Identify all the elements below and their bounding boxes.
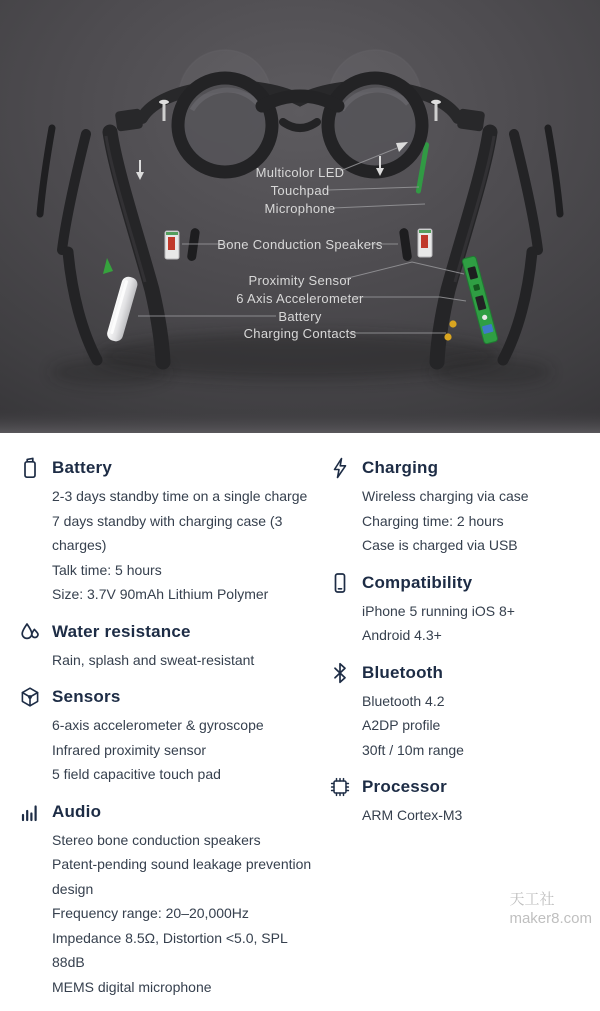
spec-section-bluetooth	[328, 660, 594, 763]
spec-title: Battery	[52, 458, 112, 477]
spec-section-audio	[18, 799, 320, 1000]
floor-edge-highlight	[0, 408, 600, 433]
spec-title: Charging	[362, 458, 439, 477]
shadow	[432, 358, 552, 386]
spec-section-compatibility	[328, 570, 594, 648]
charging-contact-dot	[444, 333, 451, 340]
lightning-bolt-icon	[328, 456, 362, 480]
spec-column-right	[328, 455, 594, 840]
left-hinge-block	[115, 108, 144, 131]
left-speaker-module	[165, 231, 179, 259]
spec-line: Wireless charging via case	[362, 488, 529, 504]
spec-line: ARM Cortex-M3	[362, 807, 463, 823]
spec-line: Rain, splash and sweat-resistant	[52, 651, 255, 668]
bluetooth-icon	[328, 661, 362, 685]
gyroscope-icon	[18, 685, 52, 709]
watermark-brand: 天工社	[509, 891, 555, 908]
spec-section-water-resistance	[18, 619, 320, 673]
callout-6-axis-accelerometer: 6 Axis Accelerometer	[236, 291, 364, 306]
spec-line: 5 field capacitive touch pad	[52, 766, 221, 782]
spec-line: Frequency range: 20–20,000Hz	[52, 905, 249, 921]
spec-line: Case is charged via USB	[362, 537, 518, 553]
audio-bars-icon	[18, 800, 52, 824]
right-hinge-block	[457, 108, 486, 131]
spec-line: Impedance 8.5Ω, Distortion <5.0, SPL 88dB	[52, 929, 288, 970]
callout-battery: Battery	[278, 309, 322, 324]
spec-section-processor	[328, 774, 594, 828]
watermark	[509, 890, 592, 928]
right-speaker-module	[418, 229, 432, 257]
spec-section-charging	[328, 455, 594, 558]
spec-title: Compatibility	[362, 572, 473, 592]
spec-title: Bluetooth	[362, 662, 444, 682]
spec-line: Infrared proximity sensor	[52, 741, 207, 758]
callout-proximity-sensor: Proximity Sensor	[248, 273, 352, 288]
spec-line: 30ft / 10m range	[362, 741, 464, 758]
callout-charging-contacts: Charging Contacts	[243, 326, 357, 341]
exploded-glasses-illustration	[0, 0, 600, 433]
spec-line: Android 4.3+	[362, 627, 442, 643]
spec-section-battery	[18, 455, 320, 607]
spec-line: MEMS digital microphone	[52, 978, 212, 995]
callout-multicolor-led: Multicolor LED	[255, 165, 345, 180]
spec-line: Patent-pending sound leakage prevention design	[52, 856, 312, 897]
processor-chip-icon	[328, 775, 362, 799]
water-drops-icon	[18, 620, 52, 644]
spec-section-sensors	[18, 684, 320, 787]
spec-column-left	[18, 455, 320, 1011]
spec-line: Stereo bone conduction speakers	[52, 831, 261, 848]
spec-line: 6-axis accelerometer & gyroscope	[52, 717, 264, 733]
callout-microphone: Microphone	[264, 201, 336, 216]
spec-title: Water resistance	[52, 621, 191, 641]
spec-line: 7 days standby with charging case (3 charges)	[52, 512, 283, 553]
spec-line: A2DP profile	[362, 717, 441, 733]
smartphone-icon	[328, 571, 362, 595]
spec-line: Size: 3.7V 90mAh Lithium Polymer	[52, 586, 269, 602]
spec-title: Processor	[362, 777, 447, 796]
callout-bone-conduction-speakers: Bone Conduction Speakers	[217, 237, 383, 252]
spec-line: Bluetooth 4.2	[362, 692, 445, 709]
spec-title: Sensors	[52, 687, 121, 706]
spec-line: iPhone 5 running iOS 8+	[362, 602, 515, 619]
charging-contact-dot	[449, 320, 456, 327]
battery-icon	[18, 456, 52, 480]
spec-line: Charging time: 2 hours	[362, 512, 504, 529]
product-photo	[0, 0, 600, 433]
shadow	[50, 358, 170, 386]
watermark-url: maker8.com	[509, 910, 592, 927]
spec-line: 2-3 days standby time on a single charge	[52, 488, 308, 504]
callout-touchpad: Touchpad	[270, 183, 330, 198]
spec-title: Audio	[52, 801, 102, 821]
spec-line: Talk time: 5 hours	[52, 561, 162, 578]
